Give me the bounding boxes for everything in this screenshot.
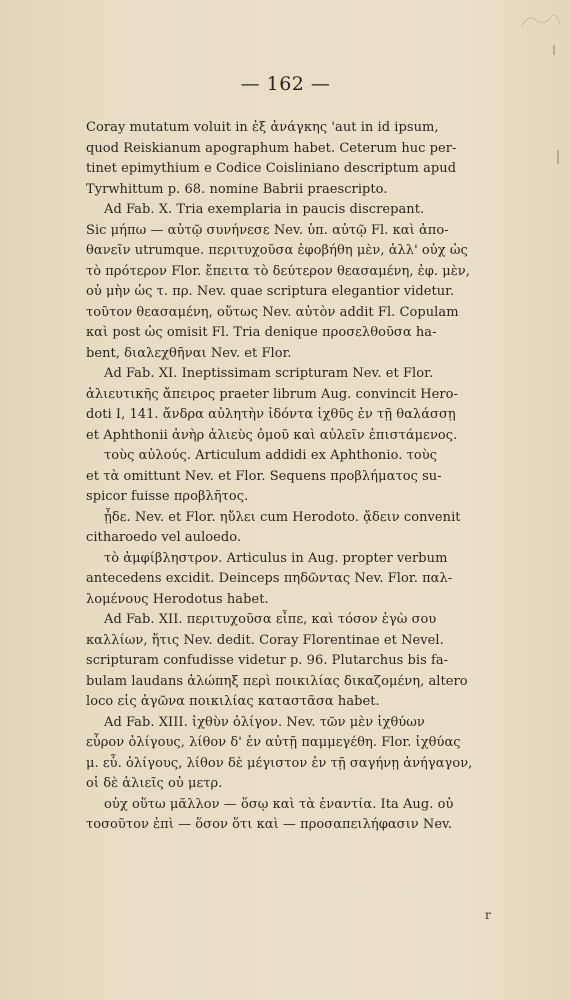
text-line-34: οὐχ οὕτω μᾶλλον — ὅσῳ καὶ τὰ ἐναντία. Ita Aug. οὐ — [104, 796, 454, 812]
text-line-6: Sic μήπω — αὐτῷ συνήνεσε Nev. ὑπ. αὐτῷ Fl. καὶ ἀπο- — [86, 222, 449, 238]
text-line-28: bulam laudans ἀλώπηξ περὶ ποικιλίας δικαζομένη, altero — [86, 673, 468, 689]
text-line-19: spicor fuisse προβλῆτος. — [86, 489, 249, 504]
text-line-14: ἁλιευτικῆς ἄπειρος praeter librum Aug. convincit Hero- — [86, 386, 458, 402]
text-line-31: εὗρον ὀλίγους, λίθον δ' ἐν αὐτῇ παμμεγέθη. Flor. ἰχθύας — [86, 735, 461, 750]
text-line-10: τοῦτον θεασαμένη, οὕτως Nev. αὐτὸν addit Fl. Copulam — [86, 304, 459, 320]
text-line-25: Ad Fab. XII. περιτυχοῦσα εἶπε, καὶ τόσον ἐγὼ σου — [104, 612, 437, 627]
text-line-2: quod Reiskianum apographum habet. Ceterum huc per- — [86, 140, 457, 156]
text-line-17: τοὺς αὐλούς. Articulum addidi ex Aphthonio. τοὺς — [104, 448, 437, 463]
text-line-22: τὸ ἀμφίβληστρον. Articulus in Aug. propter verbum — [104, 550, 448, 566]
text-line-29: loco εἰς ἀγῶνα ποικιλίας καταστᾶσα habet. — [86, 694, 380, 709]
text-line-30: Ad Fab. XIII. ἰχθὺν ὀλίγον. Nev. τῶν μὲν ἰχθύων — [104, 714, 425, 730]
text-line-1: Coray mutatum voluit in ἐξ ἀνάγκης 'aut in id ipsum, — [86, 120, 439, 135]
text-line-27: scripturam confudisse videtur p. 96. Plutarchus bis fa- — [86, 653, 449, 668]
text-line-35: τοσοῦτον ἐπὶ — ὅσον ὅτι καὶ — προσαπειλήφασιν Nev. — [86, 817, 453, 832]
text-line-18: et τὰ omittunt Nev. et Flor. Sequens προβλήματος su- — [86, 468, 442, 484]
text-line-32: μ. εὗ. ὀλίγους, λίθον δὲ μέγιστον ἐν τῇ σαγήνῃ ἀνήγαγον, — [86, 755, 473, 771]
signature-mark: r — [485, 908, 491, 922]
text-line-5: Ad Fab. X. Tria exemplaria in paucis discrepant. — [104, 202, 425, 217]
text-line-12: bent, διαλεχθῆναι Nev. et Flor. — [86, 345, 292, 361]
text-line-24: λομένους Herodotus habet. — [86, 591, 269, 607]
text-line-16: et Aphthonii ἀνὴρ ἁλιεὺς ὁμοῦ καὶ αὐλεῖν ἐπιστάμενος. — [86, 427, 458, 443]
body-text — [86, 118, 566, 836]
text-line-15: doti I, 141. ἄνδρα αὐλητὴν ἰδόντα ἰχθῦς ἐν τῇ θαλάσσῃ — [86, 407, 456, 422]
text-line-7: θανεῖν utrumque. περιτυχοῦσα ἐφοβήθη μὲν, ἀλλ' οὐχ ὡς — [86, 243, 468, 258]
text-line-9: οὐ μὴν ὡς τ. πρ. Nev. quae scriptura elegantior videtur. — [86, 284, 455, 299]
text-line-13: Ad Fab. XI. Ineptissimam scripturam Nev. et Flor. — [104, 366, 434, 381]
text-line-11: καὶ post ὡς omisit Fl. Tria denique προσελθοῦσα ha- — [86, 325, 437, 340]
text-line-3: tinet epimythium e Codice Coisliniano descriptum apud — [86, 161, 457, 176]
text-line-20: ᾖδε. Nev. et Flor. ηὔλει cum Herodoto. ᾄδειν convenit — [104, 509, 461, 525]
text-line-23: antecedens excidit. Deinceps πηδῶντας Nev. Flor. παλ- — [86, 571, 453, 586]
text-line-26: καλλίων, ἥτις Nev. dedit. Coray Florentinae et Nevel. — [86, 632, 444, 648]
page-number: — 162 — — [240, 73, 331, 95]
text-line-21: citharoedo vel auloedo. — [86, 530, 242, 545]
paper-specks — [553, 45, 555, 55]
text-line-8: τὸ πρότερον Flor. ἔπειτα τὸ δεύτερον θεασαμένη, ἐφ. μὲν, — [86, 263, 470, 279]
bleed-through-mark-icon — [520, 8, 562, 34]
text-line-33: οἱ δὲ ἁλιεῖς οὐ μετρ. — [86, 776, 223, 791]
text-line-4: Tyrwhittum p. 68. nomine Babrii praescripto. — [86, 181, 388, 197]
